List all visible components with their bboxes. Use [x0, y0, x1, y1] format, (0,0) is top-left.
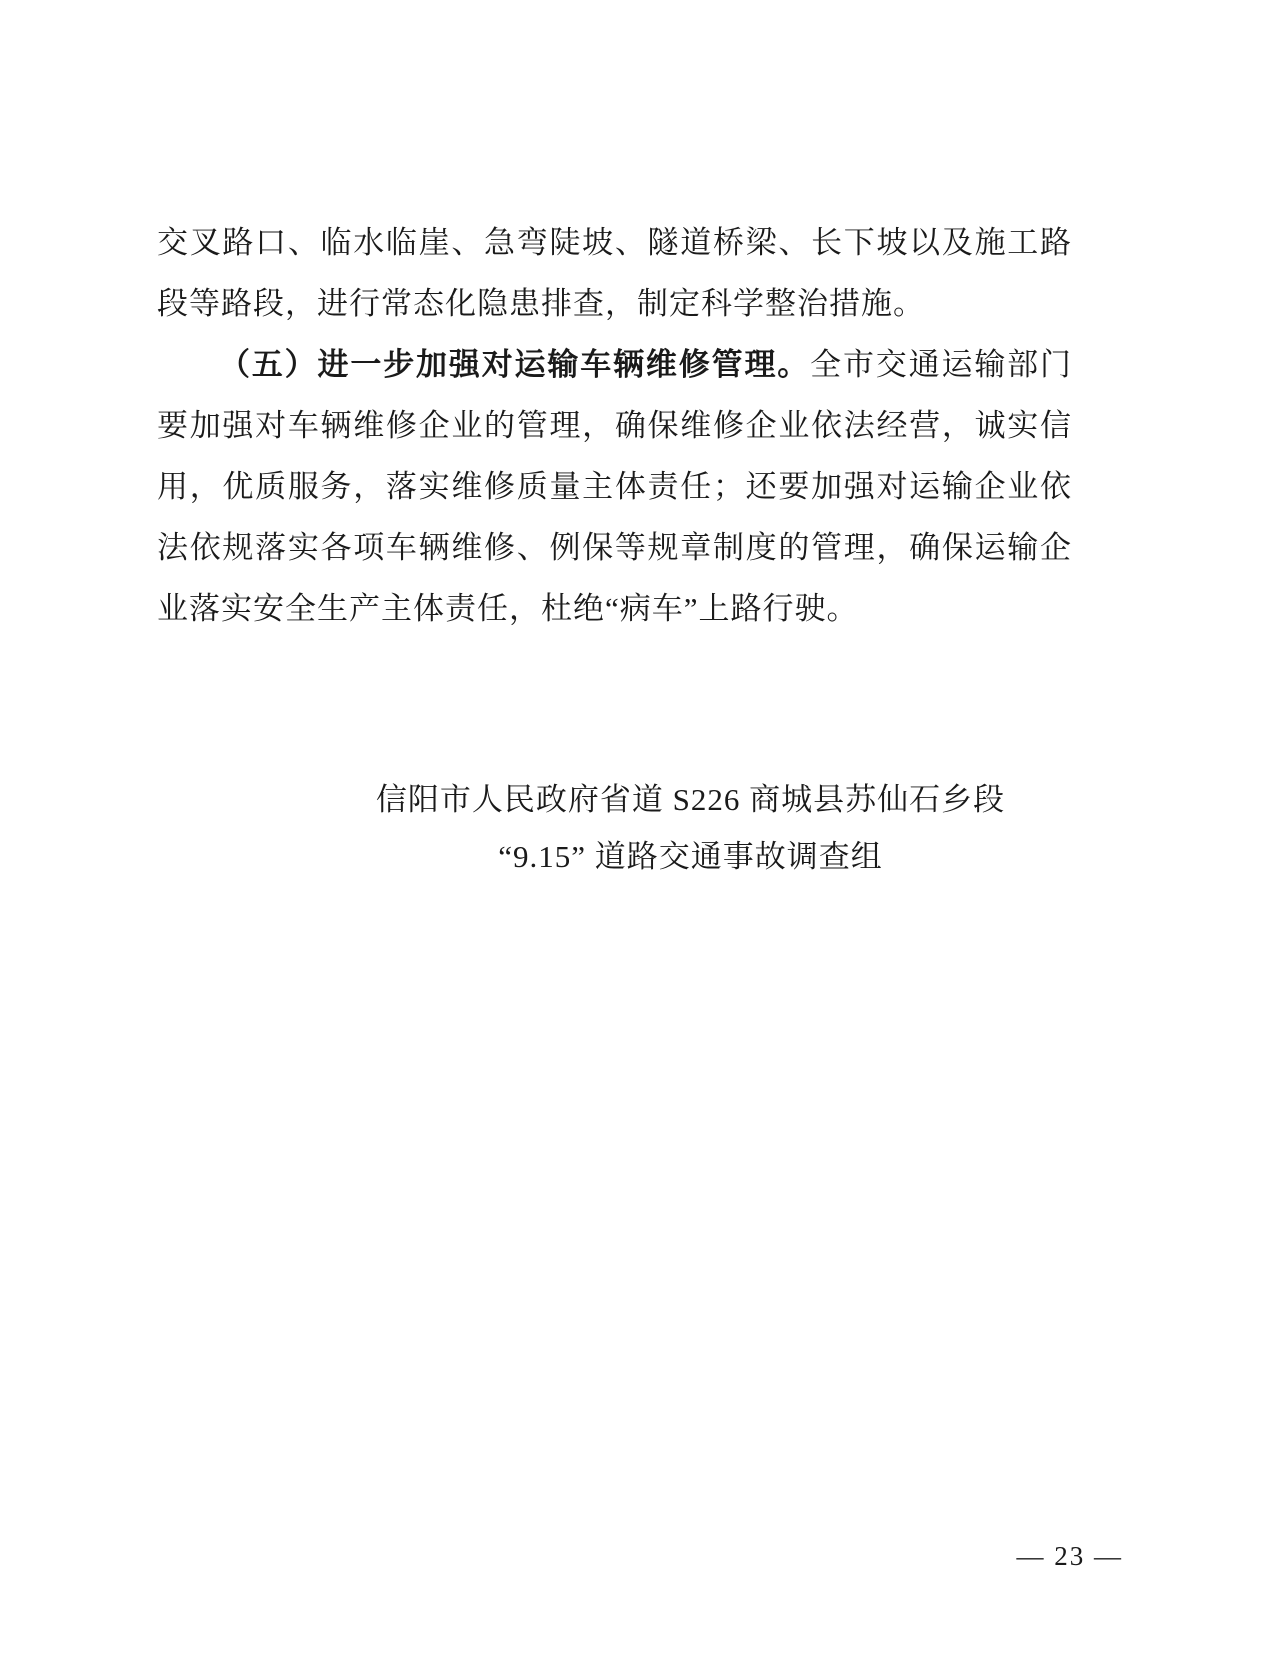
page-number: — 23 — [1016, 1541, 1123, 1571]
paragraph-continuation: 交叉路口、临水临崖、急弯陡坡、隧道桥梁、长下坡以及施工路段等路段，进行常态化隐患排查，制定科学整治措施。 [157, 225, 1072, 321]
paragraph-section-5-text: 全市交通运输部门要加强对车辆维修企业的管理，确保维修企业依法经营，诚实信用，优质服务，落实维修质量主体责任；还要加强对运输企业依法依规落实各项车辆维修、例保等规章制度的管理，确保运输企业落实安全生产主体责任，杜绝“病车”上路行驶。 [157, 347, 1073, 626]
signature-line-1: 信阳市人民政府省道 S226 商城县苏仙石乡段 [375, 782, 1006, 817]
document-body [0, 0, 1072, 639]
signature-line-2: “9.15” 道路交通事故调查组 [498, 839, 883, 874]
paragraph-section-5 [157, 334, 1072, 639]
signature-block [233, 771, 1148, 885]
paragraph-section-5-heading: （五）进一步加强对运输车辆维修管理。 [219, 347, 811, 382]
